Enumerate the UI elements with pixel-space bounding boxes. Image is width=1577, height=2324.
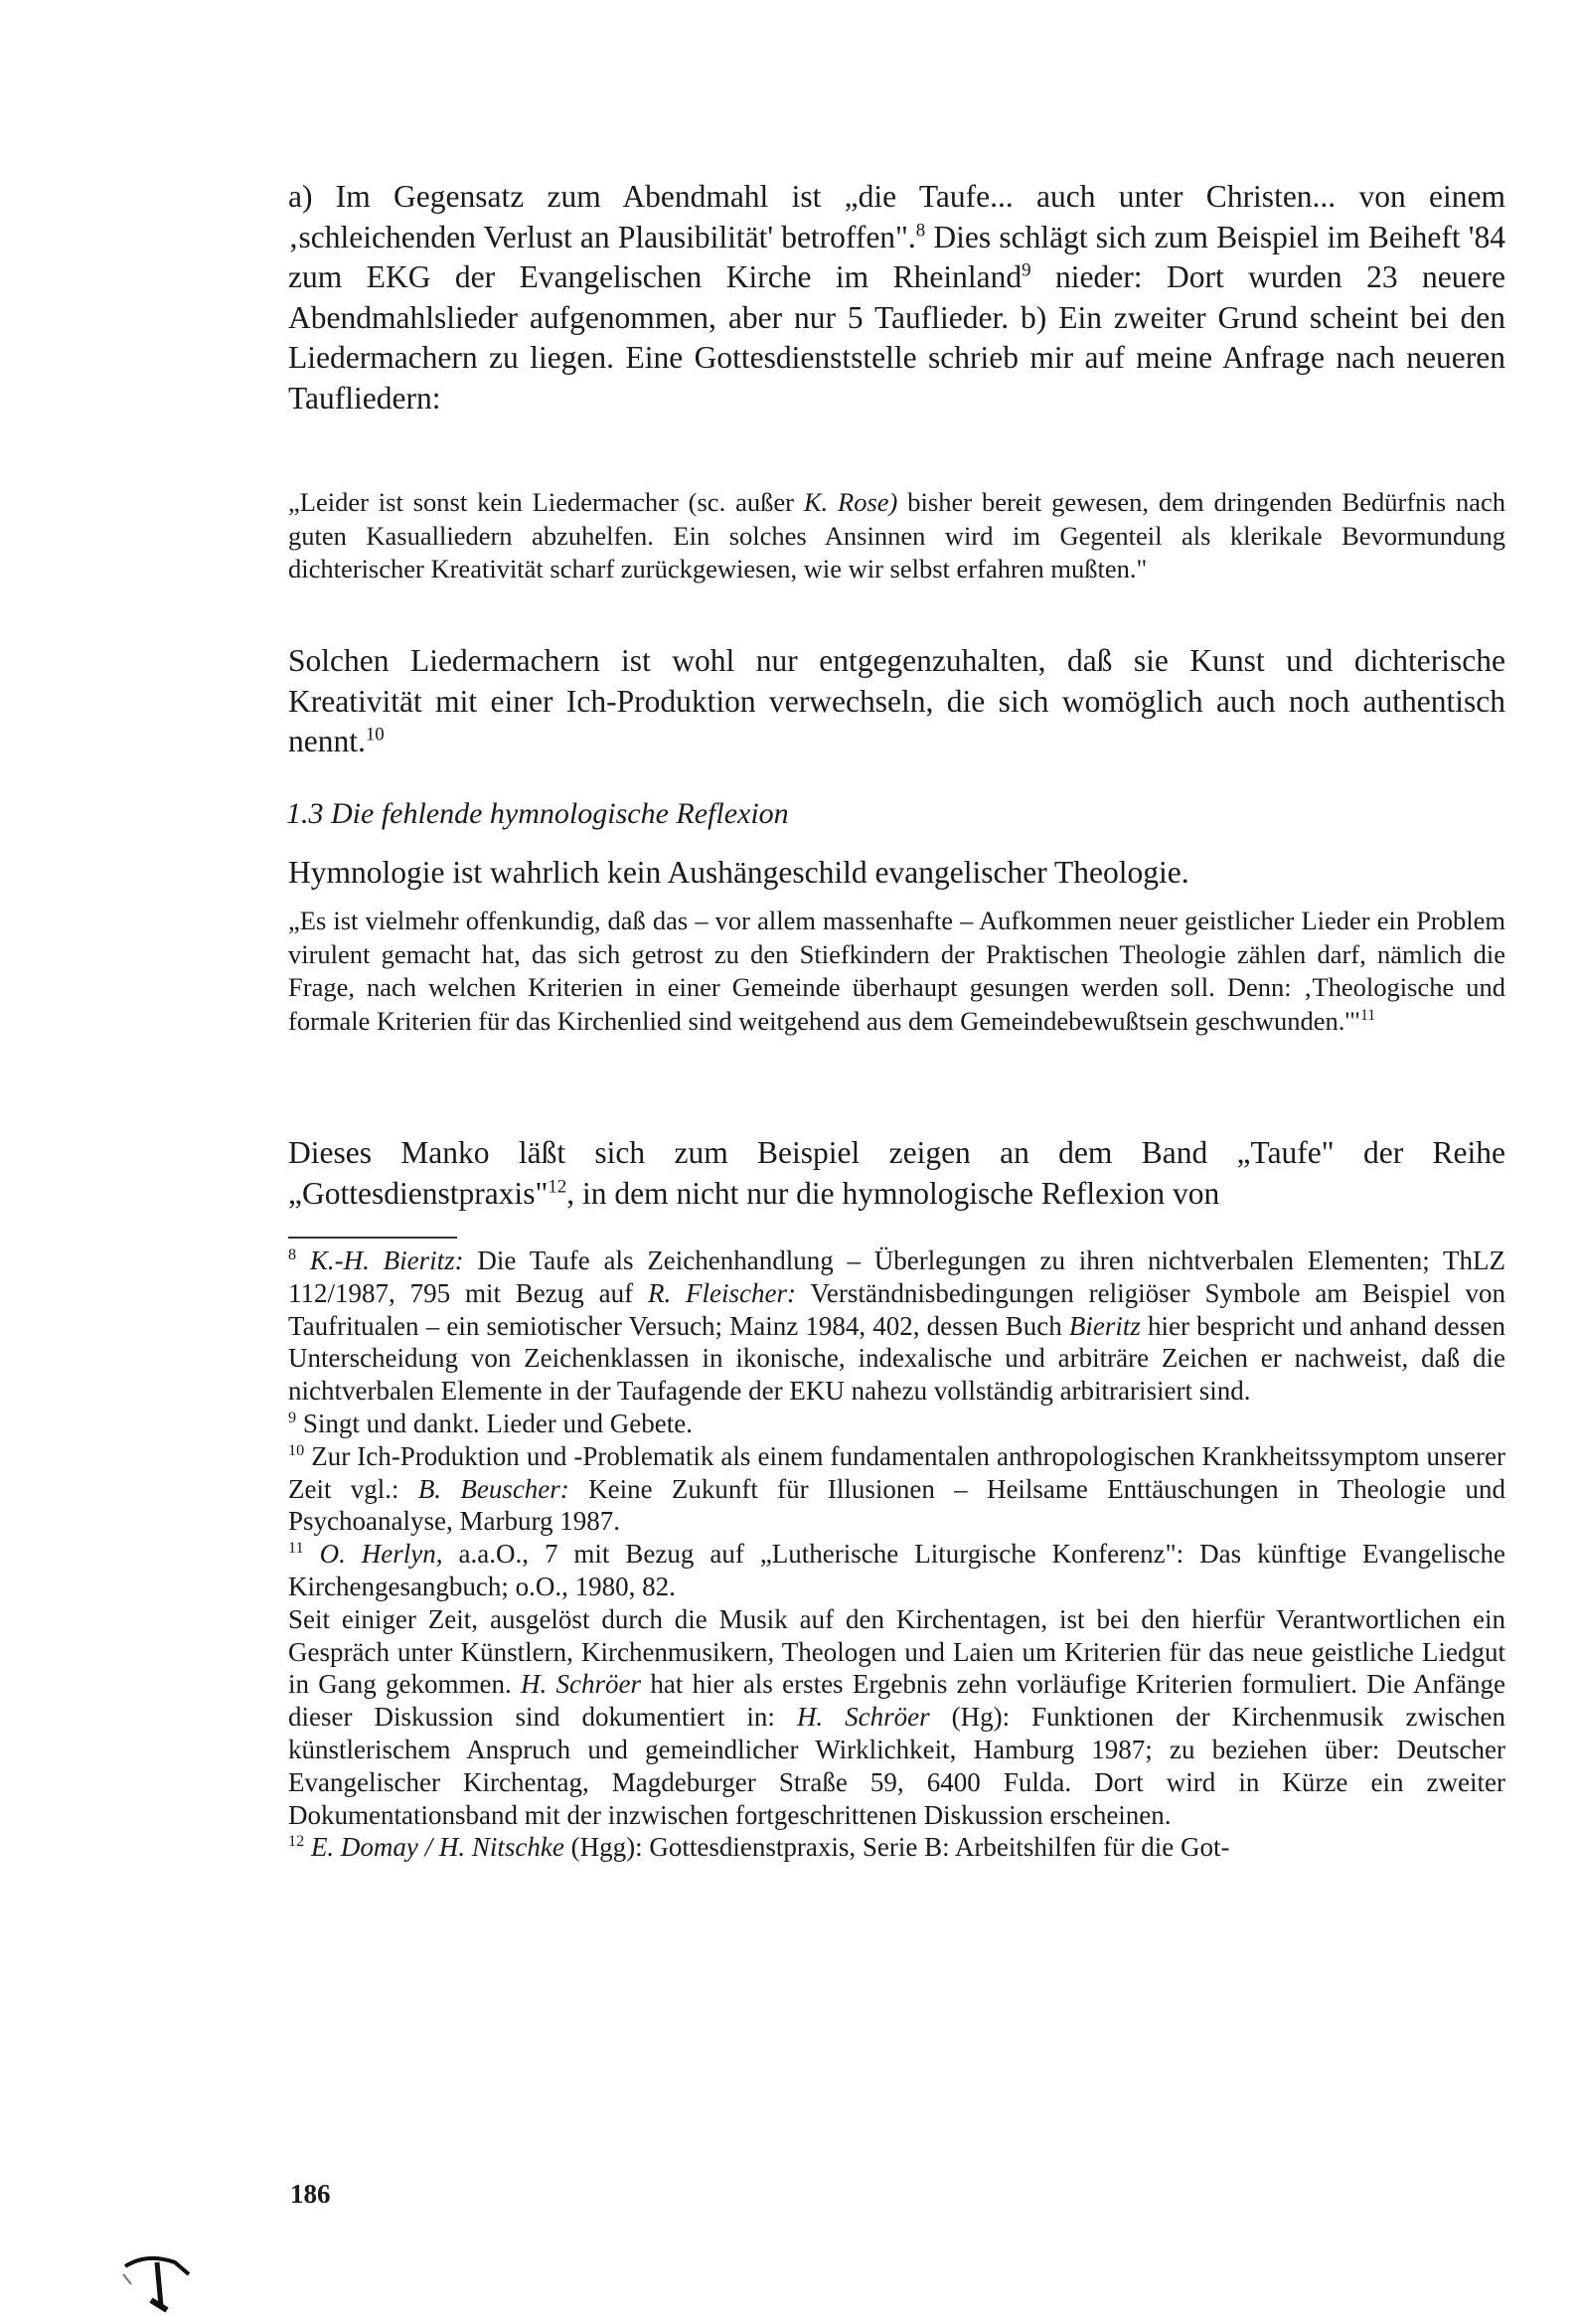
quote1-text-b: bisher bereit gewesen, dem dringenden Bedürfnis nach guten Kasualliedern abzuhelfen. Ein solches Ansinnen wird im Gegenteil als klerikale Bevormundung dichterischer Kreativität scharf zurückgewiesen, wie wir selbst erfahren mußten." <box>288 487 1505 583</box>
block-quote-2 <box>288 905 1505 1038</box>
footnote-11-number: 11 <box>288 1539 304 1558</box>
footnote-10-author: B. Beuscher: <box>417 1473 569 1504</box>
ink-mark-icon <box>117 2244 207 2314</box>
footnote-10-text-a: Zur Ich-Produktion und -Problematik als einem fundamentalen anthropologischen Krankheitssymptom unserer Zeit vgl.: <box>288 1440 1506 1504</box>
footnote-8-author: K.-H. Bieritz: <box>309 1245 464 1275</box>
footnote-10-text-b: Keine Zukunft für Illusionen – Heilsame Enttäuschungen in Theologie und Psychoanalyse, Marburg 1987. <box>288 1473 1505 1537</box>
paragraph-1 <box>288 177 1505 418</box>
footnote-12-author: E. Domay / H. Nitschke <box>310 1832 564 1863</box>
footnote-10 <box>288 1440 1505 1538</box>
footnote-12 <box>288 1831 1505 1864</box>
footnote-8-author-3: Bieritz <box>1068 1310 1141 1341</box>
footnote-12-number: 12 <box>288 1832 305 1851</box>
footnote-ref-11: 11 <box>1359 1006 1376 1024</box>
paragraph-3: Hymnologie ist wahrlich kein Aushängeschild evangelischer Theologie. <box>288 855 1189 890</box>
footnote-11-text-c: hat hier als erstes Ergebnis zehn vorläufige Kriterien formuliert. Die Anfänge dieser Diskussion sind dokumentiert in: <box>288 1669 1505 1733</box>
para4-text-b: , in dem nicht nur die hymnologische Reflexion von <box>566 1175 1220 1211</box>
footnote-ref-8: 8 <box>915 220 926 241</box>
footnote-ref-9: 9 <box>1022 259 1031 281</box>
footnote-9 <box>288 1408 1505 1440</box>
footnote-11-text-d: (Hg): Funktionen der Kirchenmusik zwischen künstlerischem Anspruch und gemeindlicher Wirklichkeit, Hamburg 1987; zu beziehen über: Deutscher Evangelischer Kirchentag, Magdeburger Straße 59, 6400 Fulda. Dort wird in Kürze ein zweiter Dokumentationsband mit der inzwischen fortgeschrittenen Diskussion erscheinen. <box>288 1702 1506 1830</box>
footnote-11-continuation <box>288 1603 1505 1832</box>
footnote-ref-10: 10 <box>365 724 385 746</box>
footnote-11-text-b: Seit einiger Zeit, ausgelöst durch die Musik auf den Kirchentagen, ist bei den hierfür Verantwortlichen ein Gespräch unter Künstlern, Kirchenmusikern, Theologen und Laien um Kriterien für das neue geistliche Liedgut in Gang gekommen. <box>288 1603 1505 1700</box>
footnote-10-number: 10 <box>288 1440 305 1459</box>
paragraph-2 <box>288 641 1505 762</box>
footnotes <box>288 1245 1505 1864</box>
footnote-8 <box>288 1245 1505 1408</box>
footnote-11-text-a: a.a.O., 7 mit Bezug auf „Lutherische Liturgische Konferenz": Das künftige Evangelische Kirchengesangbuch; o.O., 1980, 82. <box>288 1539 1505 1601</box>
footnote-separator <box>288 1237 457 1239</box>
para1-text-c: nieder: Dort wurden 23 neuere Abendmahlslieder aufgenommen, aber nur 5 Tauflieder. b) Ein zweiter Grund scheint bei den Liedermachern zu liegen. Eine Gottesdienststelle schrieb mir auf meine Anfrage nach neueren Taufliedern: <box>288 259 1505 415</box>
quote1-author: K. Rose) <box>803 487 898 517</box>
footnote-8-number: 8 <box>288 1245 297 1263</box>
para2-text: Solchen Liedermachern ist wohl nur entgegenzuhalten, daß sie Kunst und dichterische Kreativität mit einer Ich-Produktion verwechseln, die sich womöglich auch noch authentisch nennt. <box>288 643 1505 758</box>
para4-text-a: Dieses Manko läßt sich zum Beispiel zeigen an dem Band „Taufe" der Reihe „Gottesdienstpraxis" <box>288 1135 1505 1211</box>
footnote-11-author: O. Herlyn, <box>319 1539 443 1570</box>
quote1-text-a: „Leider ist sonst kein Liedermacher (sc. außer <box>288 487 804 517</box>
footnote-11-author-2: H. Schröer <box>521 1669 642 1700</box>
page-number: 186 <box>290 2179 331 2209</box>
section-heading: 1.3 Die fehlende hymnologische Reflexion <box>286 797 789 830</box>
footnote-8-text-b: Verständnisbedingungen religiöser Symbole am Beispiel von Taufritualen – ein semiotischer Versuch; Mainz 1984, 402, dessen Buch <box>288 1277 1505 1341</box>
footnote-9-number: 9 <box>288 1408 297 1426</box>
block-quote-1 <box>288 486 1505 586</box>
footnote-8-text-c: hier bespricht und anhand dessen Unterscheidung von Zeichenklassen in ikonische, indexalische und arbiträre Zeichen er nachweist, daß die nichtverbalen Elemente in der Taufagende der EKU nahezu vollständig arbitrarisiert sind. <box>288 1310 1505 1407</box>
footnote-11 <box>288 1538 1505 1831</box>
footnote-9-text: Singt und dankt. Lieder und Gebete. <box>302 1408 694 1438</box>
para1-text-a: a) Im Gegensatz zum Abendmahl ist „die Taufe... auch unter Christen... von einem ‚schleichenden Verlust an Plausibilität' betroffen". <box>288 179 1505 254</box>
footnote-8-text-a: Die Taufe als Zeichenhandlung – Überlegungen zu ihren nichtverbalen Elementen; ThLZ 112/1987, 795 mit Bezug auf <box>288 1245 1505 1308</box>
footnote-12-text: (Hgg): Gottesdienstpraxis, Serie B: Arbeitshilfen für die Got- <box>563 1832 1230 1863</box>
para1-text-b: Dies schlägt sich zum Beispiel im Beiheft '84 zum EKG der Evangelischen Kirche im Rheinland <box>288 219 1505 294</box>
footnote-11-author-3: H. Schröer <box>796 1702 930 1733</box>
footnote-8-author-2: R. Fleischer: <box>647 1277 796 1308</box>
footnote-ref-12: 12 <box>548 1176 567 1197</box>
paragraph-4 <box>288 1133 1505 1214</box>
quote2-text: „Es ist vielmehr offenkundig, daß das – vor allem massenhafte – Aufkommen neuer geistlicher Lieder ein Problem virulent gemacht hat, das sich getrost zu den Stiefkindern der Praktischen Theologie zählen darf, nämlich die Frage, nach welchen Kriterien in einer Gemeinde überhaupt gesungen werden soll. Denn: ‚Theologische und formale Kriterien für das Kirchenlied sind weitgehend aus dem Gemeindebewußtsein geschwunden.'" <box>288 906 1505 1036</box>
